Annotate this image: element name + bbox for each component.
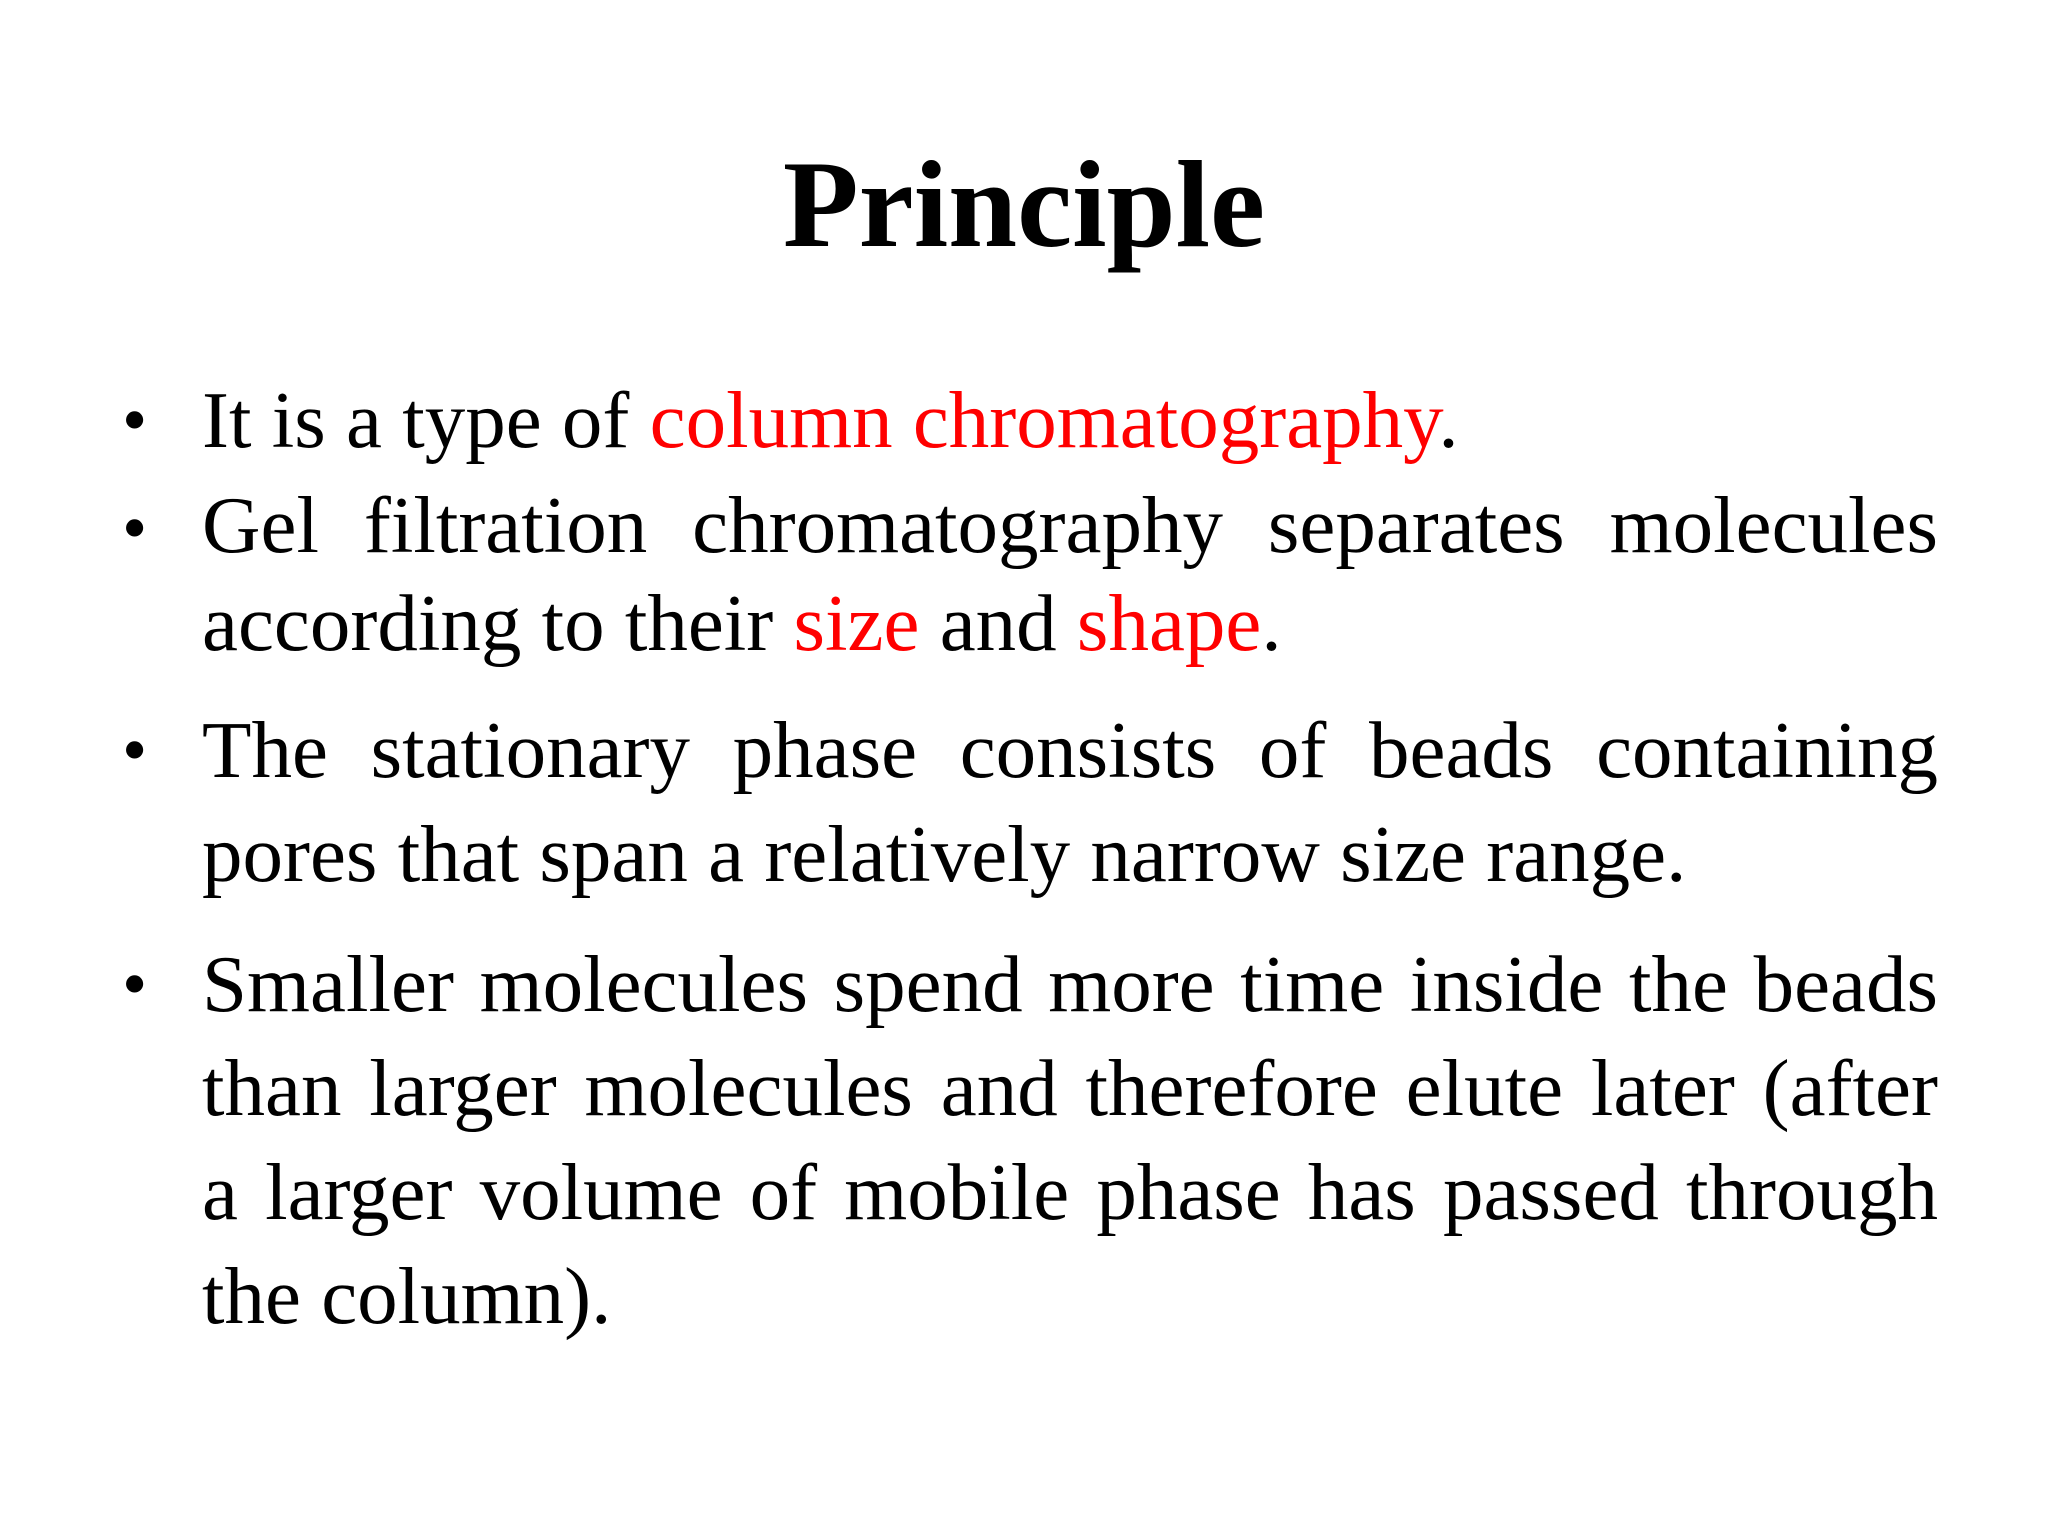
bullet-item bbox=[0, 932, 1938, 1348]
slide-title: Principle bbox=[782, 136, 1266, 273]
bullet-item bbox=[0, 698, 1938, 906]
bullet-item bbox=[0, 368, 1938, 472]
bullet-item bbox=[0, 476, 1938, 672]
bullet-text: It is a type of bbox=[202, 375, 650, 465]
bullet-dot: • bbox=[122, 488, 148, 568]
highlight-text: size bbox=[793, 578, 920, 668]
highlight-text: shape bbox=[1076, 578, 1262, 668]
bullet-text: . bbox=[1261, 578, 1282, 668]
bullet-text: The stationary phase consists of beads containing pores that span a relatively narrow size range. bbox=[202, 705, 1938, 899]
highlight-text: column chromatography bbox=[649, 375, 1439, 465]
bullet-text: and bbox=[919, 578, 1077, 668]
bullet-text: Gel filtration chromatography separates molecules according to their bbox=[202, 480, 1938, 668]
bullet-dot: • bbox=[122, 944, 148, 1024]
bullet-text: . bbox=[1438, 375, 1459, 465]
bullet-dot: • bbox=[122, 710, 148, 790]
bullet-list bbox=[0, 368, 2048, 1348]
bullet-text: Smaller molecules spend more time inside the beads than larger molecules and therefore elute later (after a larger volume of mobile phase has passed through the column). bbox=[202, 939, 1938, 1341]
bullet-dot: • bbox=[122, 380, 148, 460]
